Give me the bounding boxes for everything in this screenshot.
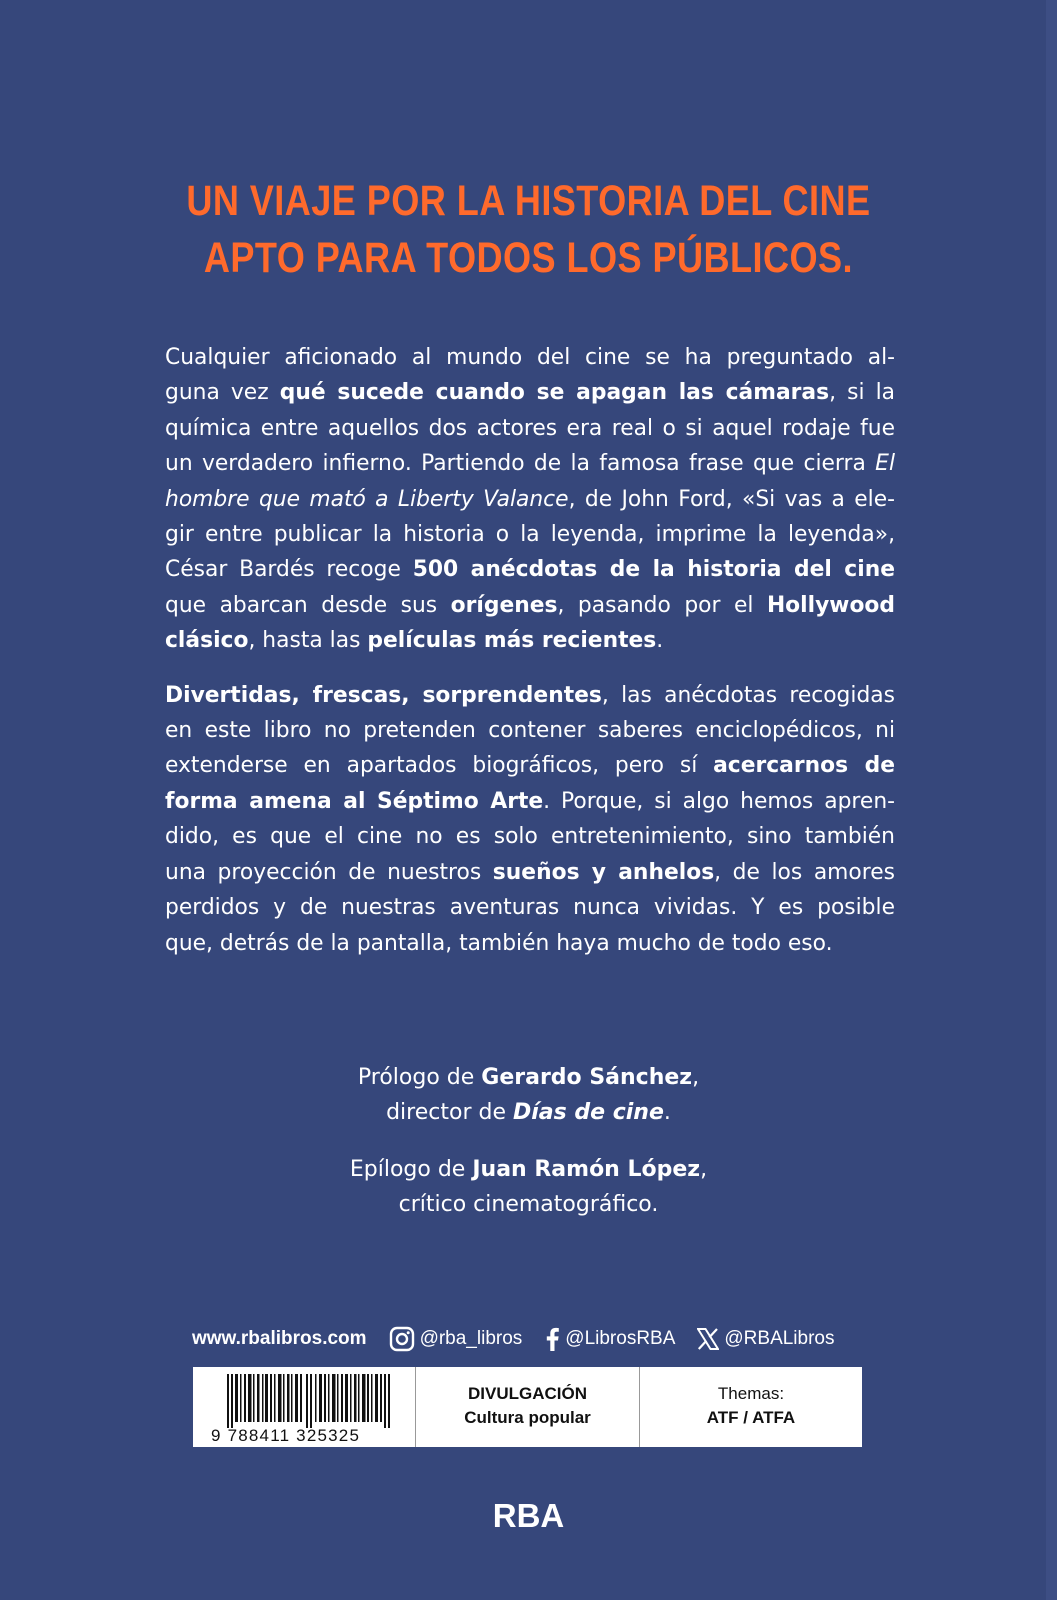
publisher-logo: RBA xyxy=(492,1497,565,1534)
synopsis-paragraph-1 xyxy=(165,340,895,659)
text-line: César Bardés recoge 500 anécdotas de la historia del cine xyxy=(165,557,895,583)
show-title: Días de cine xyxy=(512,1100,664,1125)
epilogue-credit: Epílogo de Juan Ramón López, xyxy=(349,1157,708,1182)
text-line: guna vez qué sucede cuando se apagan las cámaras, si la xyxy=(165,380,895,406)
barcode-cell xyxy=(193,1367,416,1447)
facebook-handle: @LibrosRBA xyxy=(565,1328,676,1349)
facebook-link[interactable] xyxy=(544,1326,675,1352)
credits xyxy=(0,1060,1057,1222)
text-line: clásico, hasta las películas más recientes. xyxy=(165,628,664,654)
text-line: perdidos y de nuestras aventuras nunca vividas. Y es posible xyxy=(165,895,895,921)
text-line: Cualquier aficionado al mundo del cine se ha preguntado al- xyxy=(165,345,895,370)
x-handle: @RBALibros xyxy=(724,1328,835,1349)
instagram-handle: @rba_libros xyxy=(419,1328,523,1349)
text-line: en este libro no pretenden contener saberes enciclopédicos, ni xyxy=(165,718,895,744)
text-line: gir entre publicar la historia o la leyenda, imprime la leyenda», xyxy=(165,522,895,548)
epilogue-role: crítico cinematográfico. xyxy=(398,1192,659,1217)
subcategory: Cultura popular xyxy=(464,1408,591,1427)
prologue-author: Gerardo Sánchez xyxy=(481,1065,693,1090)
category-cell xyxy=(416,1367,640,1447)
instagram-icon xyxy=(389,1326,415,1352)
synopsis-paragraph-2 xyxy=(165,678,895,961)
website-link[interactable]: www.rbalibros.com xyxy=(192,1328,367,1349)
text-line: forma amena al Séptimo Arte. Porque, si algo hemos apren- xyxy=(165,788,895,814)
themas-cell xyxy=(640,1367,862,1447)
instagram-link[interactable] xyxy=(389,1326,523,1352)
x-logo-icon xyxy=(697,1328,719,1350)
facebook-icon xyxy=(544,1326,560,1352)
themas-label: Themas: xyxy=(717,1384,785,1403)
text-line: un verdadero infierno. Partiendo de la famosa frase que cierra El xyxy=(165,451,895,477)
text-line: que, detrás de la pantalla, también haya mucho de todo eso. xyxy=(165,930,833,956)
spine-edge xyxy=(1046,0,1057,1600)
x-link[interactable] xyxy=(697,1328,834,1350)
headline-line-1: UN VIAJE POR LA HISTORIA DEL CINE xyxy=(186,177,871,225)
category: DIVULGACIÓN xyxy=(468,1384,587,1403)
headline xyxy=(84,173,972,287)
info-box xyxy=(193,1367,862,1447)
text-line: química entre aquellos dos actores era real o si aquel rodaje fue xyxy=(165,415,895,441)
barcode-icon xyxy=(227,1374,417,1428)
social-links xyxy=(192,1324,862,1354)
epilogue-author: Juan Ramón López xyxy=(472,1157,701,1182)
text-line: dido, es que el cine no es solo entretenimiento, sino también xyxy=(165,824,895,850)
themas-code: ATF / ATFA xyxy=(706,1408,796,1427)
isbn-number: 9 788411 325325 xyxy=(211,1426,361,1445)
text-line: hombre que mató a Liberty Valance, de John Ford, «Si vas a ele- xyxy=(165,486,895,512)
prologue-credit: Prólogo de Gerardo Sánchez, xyxy=(357,1065,700,1090)
text-line: que abarcan desde sus orígenes, pasando por el Hollywood xyxy=(165,592,895,618)
text-line: Divertidas, frescas, sorprendentes, las anécdotas recogidas xyxy=(165,682,895,708)
text-line: extenderse en apartados biográficos, pero sí acercarnos de xyxy=(165,753,895,779)
text-line: una proyección de nuestros sueños y anhelos, de los amores xyxy=(165,859,895,885)
synopsis xyxy=(165,340,895,961)
prologue-role: director de Días de cine. xyxy=(386,1100,671,1125)
headline-line-2: APTO PARA TODOS LOS PÚBLICOS. xyxy=(203,234,853,282)
